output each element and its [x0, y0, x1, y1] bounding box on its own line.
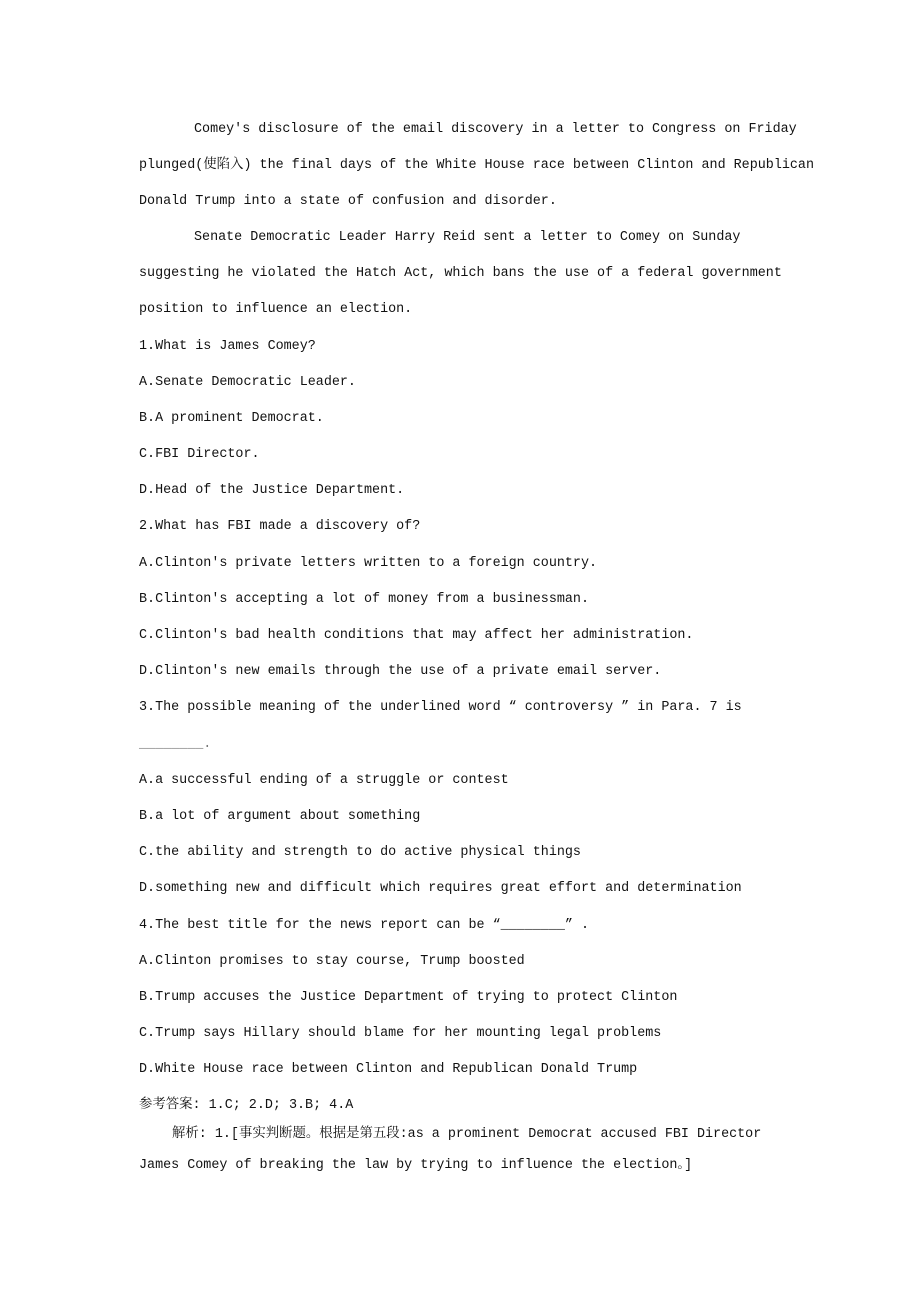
option: B.Trump accuses the Justice Department of trying to protect Clinton [139, 990, 678, 1005]
passage-line: suggesting he violated the Hatch Act, which bans the use of a federal government [139, 266, 782, 281]
option: D.Head of the Justice Department. [139, 483, 405, 498]
analysis-line: 解析: 1.[事实判断题。根据是第五段:as a prominent Democrat accused FBI Director [172, 1127, 762, 1142]
passage-line: plunged(使陷入) the final days of the White House race between Clinton and Republican [139, 158, 814, 173]
option: C.Clinton's bad health conditions that may affect her administration. [139, 628, 694, 643]
option: A.Clinton's private letters written to a foreign country. [139, 556, 598, 571]
option: C.the ability and strength to do active physical things [139, 845, 581, 860]
passage-line: Donald Trump into a state of confusion and disorder. [139, 194, 557, 209]
option: A.Senate Democratic Leader. [139, 375, 356, 390]
option: A.a successful ending of a struggle or contest [139, 773, 509, 788]
analysis-line: James Comey of breaking the law by trying to influence the election。] [139, 1158, 693, 1173]
answer-blank: ________. [139, 737, 212, 752]
option: B.a lot of argument about something [139, 809, 421, 824]
question-2: 2.What has FBI made a discovery of? [139, 519, 421, 534]
question-1: 1.What is James Comey? [139, 339, 316, 354]
passage-line: Comey's disclosure of the email discovery in a letter to Congress on Friday [194, 122, 797, 137]
question-4: 4.The best title for the news report can be “________” . [139, 918, 589, 933]
option: D.White House race between Clinton and Republican Donald Trump [139, 1062, 638, 1077]
option: D.something new and difficult which requires great effort and determination [139, 881, 742, 896]
option: B.Clinton's accepting a lot of money from a businessman. [139, 592, 589, 607]
option: D.Clinton's new emails through the use of a private email server. [139, 664, 662, 679]
option: B.A prominent Democrat. [139, 411, 324, 426]
answer-key: 参考答案: 1.C; 2.D; 3.B; 4.A [139, 1098, 354, 1113]
option: A.Clinton promises to stay course, Trump boosted [139, 954, 525, 969]
option: C.Trump says Hillary should blame for her mounting legal problems [139, 1026, 662, 1041]
question-3: 3.The possible meaning of the underlined word “ controversy ” in Para. 7 is [139, 700, 742, 715]
passage-line: Senate Democratic Leader Harry Reid sent a letter to Comey on Sunday [194, 230, 741, 245]
passage-line: position to influence an election. [139, 302, 413, 317]
option: C.FBI Director. [139, 447, 260, 462]
